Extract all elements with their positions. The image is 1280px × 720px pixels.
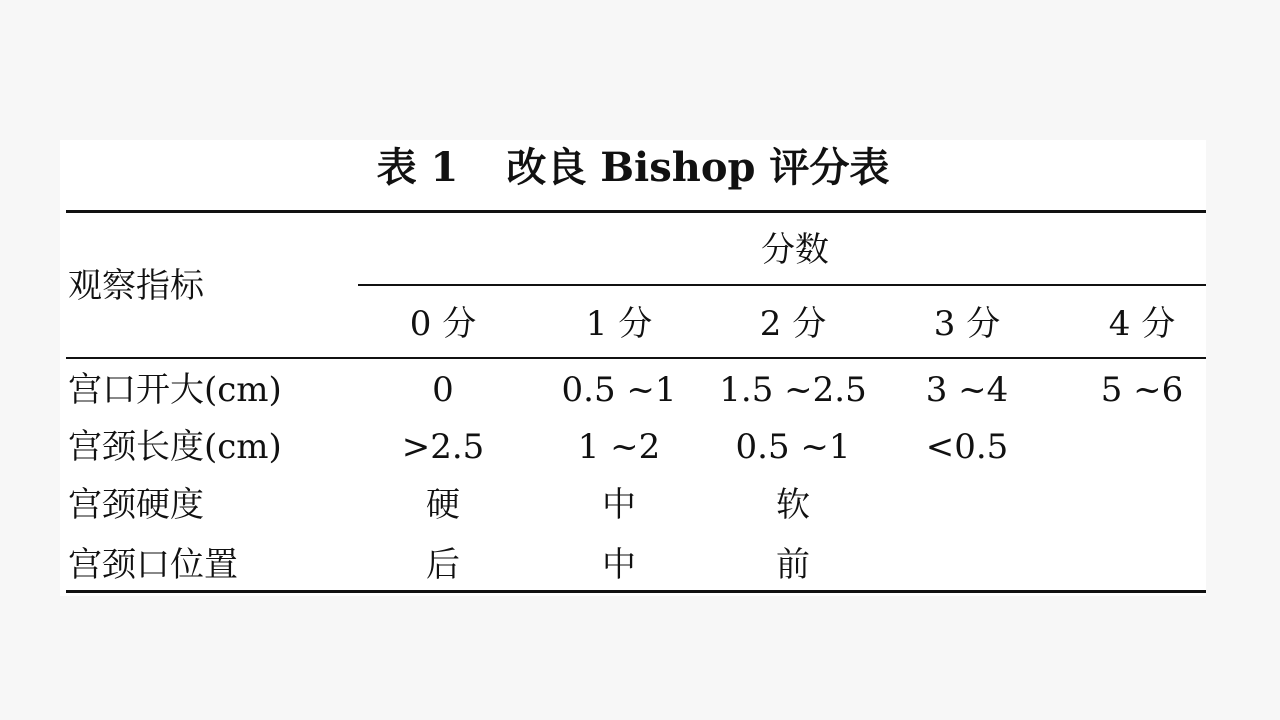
score-col-2: 2 分 <box>759 304 827 344</box>
table-row-label: 宫口开大(cm) <box>68 370 282 410</box>
table-cell: 0 <box>432 370 454 410</box>
table-row-label: 宫颈口位置 <box>68 545 238 585</box>
table-row-label: 宫颈长度(cm) <box>68 427 282 467</box>
table-panel <box>60 140 1206 596</box>
table-caption <box>60 142 1206 194</box>
row-header: 观察指标 <box>68 266 204 306</box>
table-cell: 后 <box>426 545 460 585</box>
table-cell: >2.5 <box>401 427 485 467</box>
table-cell: 1.5 ~2.5 <box>719 370 867 410</box>
table-caption-title: 改良 Bishop 评分表 <box>506 144 890 191</box>
table-cell: 5 ~6 <box>1100 370 1184 410</box>
table-cell: <0.5 <box>925 427 1009 467</box>
score-col-0: 0 分 <box>409 304 477 344</box>
group-header: 分数 <box>761 230 829 270</box>
top-rule <box>66 210 1206 213</box>
table-cell: 中 <box>602 485 636 525</box>
table-cell: 前 <box>776 545 810 585</box>
table-cell: 硬 <box>426 485 460 525</box>
table-cell: 3 ~4 <box>925 370 1009 410</box>
header-subrule <box>358 284 1206 286</box>
score-col-3: 3 分 <box>933 304 1001 344</box>
table-cell: 0.5 ~1 <box>561 370 677 410</box>
table-caption-number: 表 1 <box>376 144 459 191</box>
table-cell: 中 <box>602 545 636 585</box>
score-col-4: 4 分 <box>1108 304 1176 344</box>
table-cell: 0.5 ~1 <box>735 427 851 467</box>
score-col-1: 1 分 <box>585 304 653 344</box>
table-cell: 软 <box>776 485 810 525</box>
bottom-rule <box>66 590 1206 593</box>
header-rule <box>66 357 1206 359</box>
table-cell: 1 ~2 <box>577 427 661 467</box>
table-row-label: 宫颈硬度 <box>68 485 204 525</box>
